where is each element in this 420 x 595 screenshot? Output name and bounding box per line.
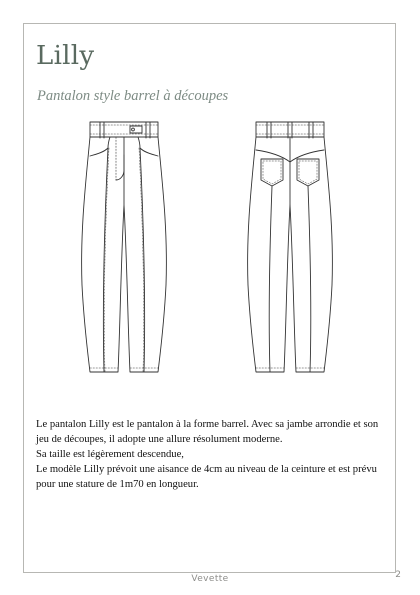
back-view-drawing xyxy=(248,122,333,372)
pattern-subtitle: Pantalon style barrel à découpes xyxy=(37,88,229,104)
pattern-title: Lilly xyxy=(36,41,95,71)
brand-logo: Vevette xyxy=(191,574,229,584)
pattern-description xyxy=(36,417,386,492)
page-number: 2 xyxy=(395,570,401,580)
front-view-drawing xyxy=(82,122,167,372)
description-paragraph: Sa taille est légèrement descendue, xyxy=(36,449,184,460)
description-paragraph: Le pantalon Lilly est le pantalon à la forme barrel. Avec sa jambe arrondie et son jeu de découpes, il adopte une allure résolument moderne. xyxy=(36,419,379,445)
technical-drawing xyxy=(78,110,340,382)
description-paragraph: Le modèle Lilly prévoit une aisance de 4cm au niveau de la ceinture et est prévu pour une stature de 1m70 en longueur. xyxy=(36,464,377,490)
